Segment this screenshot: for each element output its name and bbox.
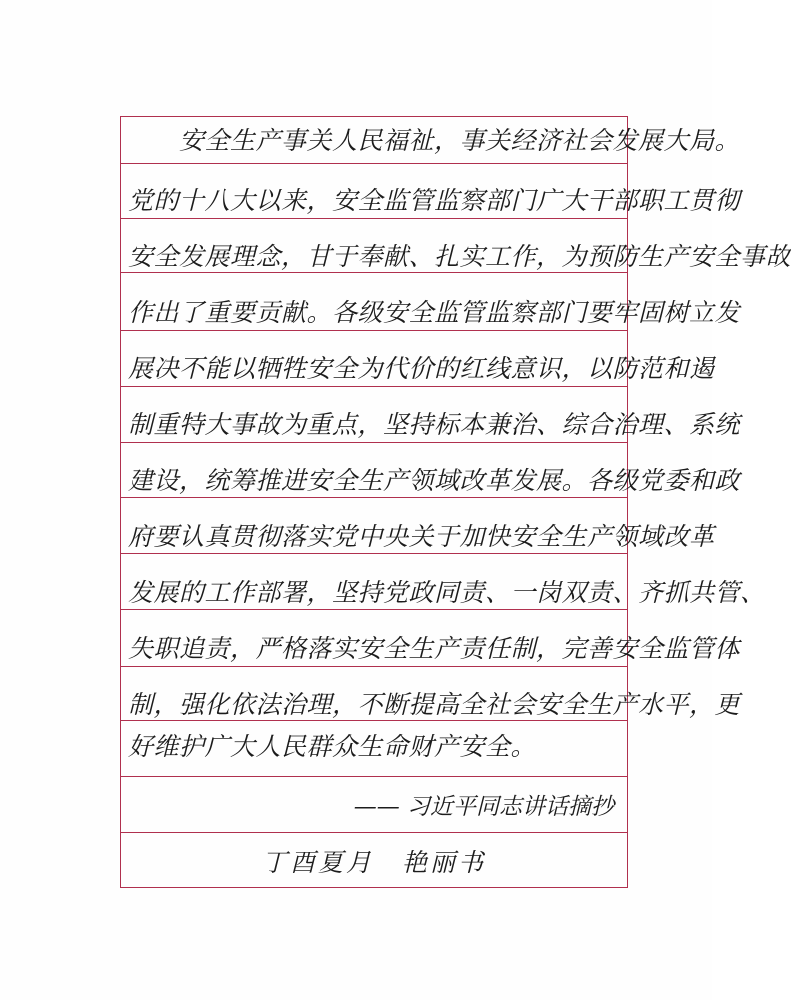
text-line-12: 好维护广大人民群众生命财产安全。 xyxy=(128,732,537,761)
text-line-1: 安全生产事关人民福祉，事关经济社会发展大局。 xyxy=(128,126,741,155)
text-line-7: 建设，统筹推进安全生产领域改革发展。各级党委和政 xyxy=(128,466,741,495)
text-line-3: 安全发展理念，甘于奉献、扎实工作，为预防生产安全事故 xyxy=(128,242,791,271)
ruled-line xyxy=(120,776,628,777)
text-line-8: 府要认真贯彻落实党中央关于加快安全生产领域改革 xyxy=(128,522,715,551)
text-line-5: 展决不能以牺牲安全为代价的红线意识，以防范和遏 xyxy=(128,354,715,383)
text-line-4: 作出了重要贡献。各级安全监管监察部门要牢固树立发 xyxy=(128,298,741,327)
ruled-line xyxy=(120,832,628,833)
text-line-9: 发展的工作部署，坚持党政同责、一岗双责、齐抓共管、 xyxy=(128,578,766,607)
text-line-11: 制，强化依法治理，不断提高全社会安全生产水平，更 xyxy=(128,690,741,719)
text-line-10: 失职追责，严格落实安全生产责任制，完善安全监管体 xyxy=(128,634,741,663)
footer-line: 丁酉夏月 艳丽书 xyxy=(261,848,486,877)
text-line-2: 党的十八大以来，安全监管监察部门广大干部职工贯彻 xyxy=(128,186,741,215)
text-line-6: 制重特大事故为重点，坚持标本兼治、综合治理、系统 xyxy=(128,410,741,439)
signature-line: —— 习近平同志讲话摘抄 xyxy=(353,794,614,820)
